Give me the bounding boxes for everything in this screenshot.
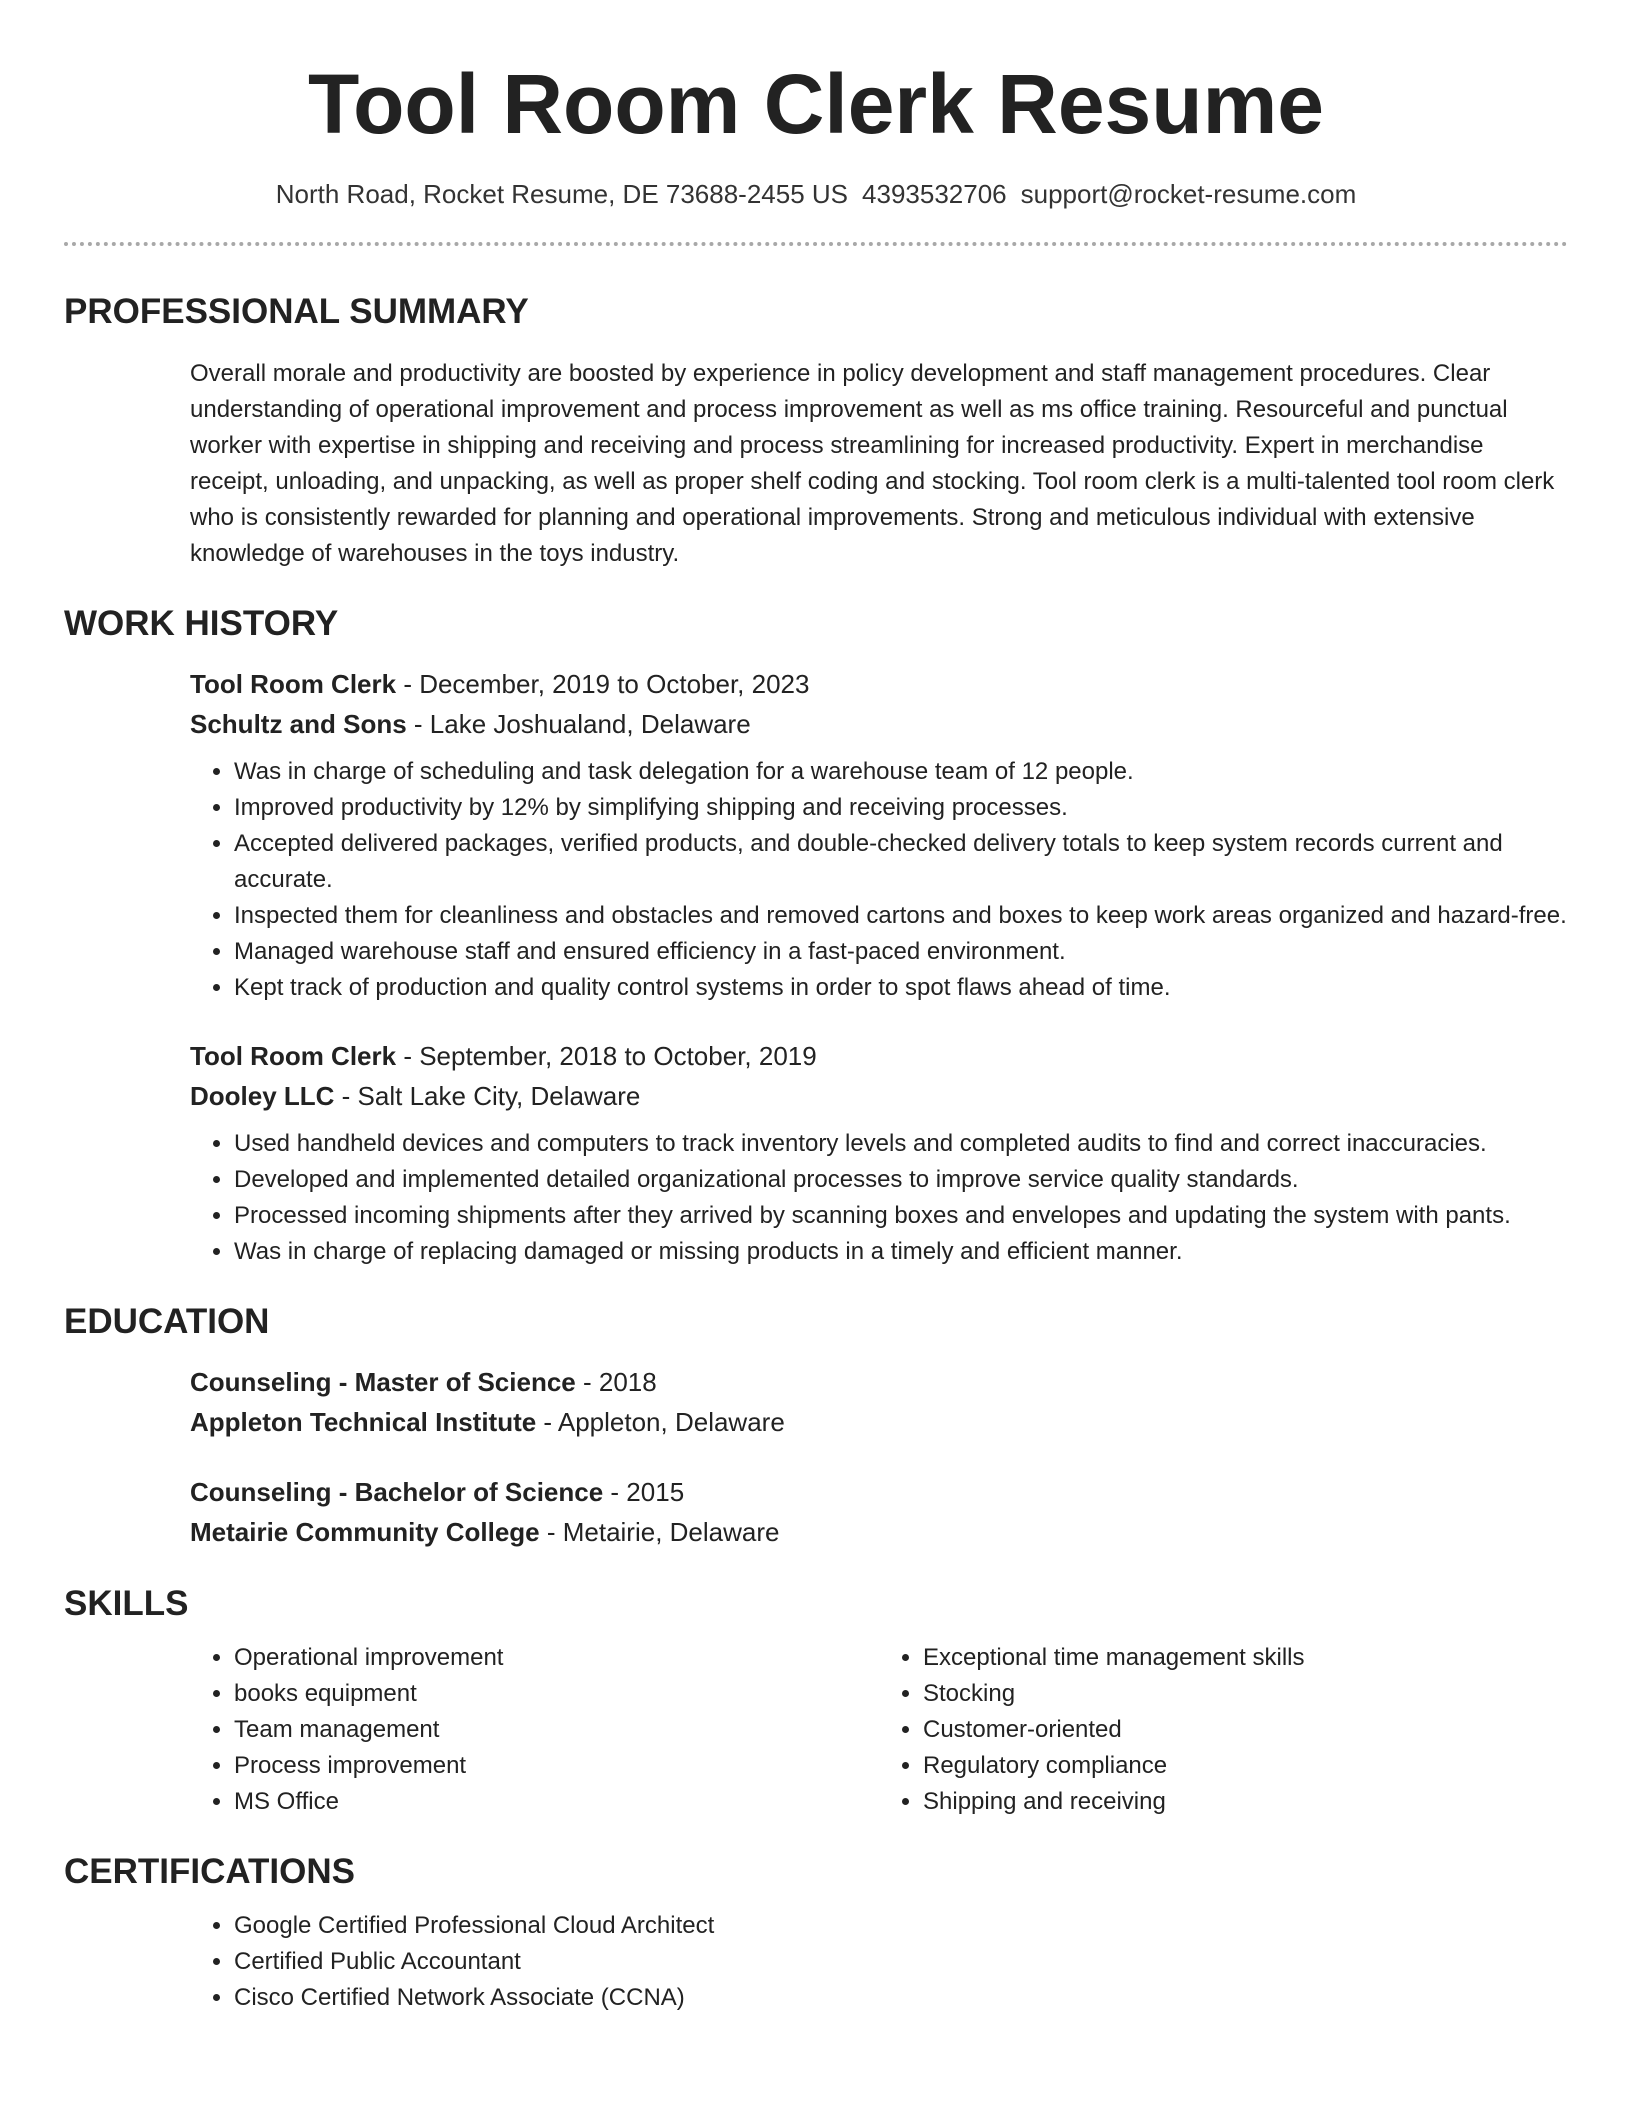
certifications-section	[64, 1850, 1568, 2016]
job-entry	[190, 1036, 1568, 1270]
job-bullet: • Kept track of production and quality control systems in order to spot flaws ahead of time.	[234, 970, 1568, 1006]
school-location: - Metairie, Delaware	[539, 1517, 780, 1547]
job-bullet: • Developed and implemented detailed organizational processes to improve service quality standards.	[234, 1162, 1568, 1198]
job-title-line	[190, 664, 1568, 704]
work-history-heading: WORK HISTORY	[64, 604, 339, 643]
degree-line	[190, 1362, 1568, 1402]
skill-item: • Operational improvement	[234, 1640, 879, 1676]
skill-item: • Stocking	[923, 1676, 1568, 1712]
job-bullet: • Improved productivity by 12% by simplifying shipping and receiving processes.	[234, 790, 1568, 826]
skills-grid	[190, 1640, 1568, 1820]
job-company: Schultz and Sons	[190, 709, 407, 739]
degree-line	[190, 1472, 1568, 1512]
contact-phone: 4393532706	[862, 179, 1007, 209]
school-line	[190, 1512, 1568, 1552]
skill-item: • Team management	[234, 1712, 879, 1748]
skill-item: • Shipping and receiving	[923, 1784, 1568, 1820]
job-entry	[190, 664, 1568, 1006]
school-location: - Appleton, Delaware	[536, 1407, 785, 1437]
summary-section	[64, 290, 1568, 572]
contact-address: North Road, Rocket Resume, DE 73688-2455 US	[275, 179, 849, 209]
job-bullet: • Accepted delivered packages, verified products, and double-checked delivery totals to keep system records current and accurate.	[234, 826, 1568, 898]
skills-column-right	[879, 1640, 1568, 1820]
degree-year: - 2015	[603, 1477, 685, 1507]
skill-item: • Process improvement	[234, 1748, 879, 1784]
skill-item: • Exceptional time management skills	[923, 1640, 1568, 1676]
work-history-section	[64, 602, 1568, 1270]
contact-email: support@rocket-resume.com	[1020, 179, 1357, 209]
certification-item: • Certified Public Accountant	[234, 1944, 1568, 1980]
education-heading: EDUCATION	[64, 1302, 270, 1341]
education-entry	[190, 1472, 1568, 1552]
job-bullet: • Was in charge of replacing damaged or missing products in a timely and efficient manner.	[234, 1234, 1568, 1270]
job-title: Tool Room Clerk	[190, 669, 397, 699]
job-bullet: • Processed incoming shipments after they arrived by scanning boxes and envelopes and updating the system with pants.	[234, 1198, 1568, 1234]
header-divider	[64, 242, 1568, 246]
job-company: Dooley LLC	[190, 1081, 335, 1111]
certifications-heading: CERTIFICATIONS	[64, 1852, 356, 1891]
summary-heading: PROFESSIONAL SUMMARY	[64, 292, 529, 331]
education-section	[64, 1300, 1568, 1552]
job-location: - Lake Joshualand, Delaware	[406, 709, 751, 739]
job-location: - Salt Lake City, Delaware	[334, 1081, 641, 1111]
job-bullets	[190, 754, 1568, 1006]
skill-item: • MS Office	[234, 1784, 879, 1820]
skill-item: • books equipment	[234, 1676, 879, 1712]
contact-line	[64, 176, 1568, 212]
job-bullet: • Managed warehouse staff and ensured efficiency in a fast-paced environment.	[234, 934, 1568, 970]
degree: Counseling - Master of Science	[190, 1367, 576, 1397]
skills-column-left	[190, 1640, 879, 1820]
skill-item: • Regulatory compliance	[923, 1748, 1568, 1784]
skill-item: • Customer-oriented	[923, 1712, 1568, 1748]
certification-item: • Cisco Certified Network Associate (CCNA)	[234, 1980, 1568, 2016]
job-company-line	[190, 1076, 1568, 1116]
job-dates: - September, 2018 to October, 2019	[396, 1041, 817, 1071]
school: Metairie Community College	[190, 1517, 540, 1547]
school: Appleton Technical Institute	[190, 1407, 537, 1437]
resume-title: Tool Room Clerk Resume	[308, 57, 1324, 151]
summary-text: Overall morale and productivity are boosted by experience in policy development and staff management procedures. Clear understanding of operational improvement and process improvement as well as ms office training. Resourceful and punctual worker with expertise in shipping and receiving and process streamlining for increased productivity. Expert in merchandise receipt, unloading, and unpacking, as well as proper shelf coding and stocking. Tool room clerk is a multi-talented tool room clerk who is consistently rewarded for planning and operational improvements. Strong and meticulous individual with extensive knowledge of warehouses in the toys industry.	[190, 360, 1555, 567]
job-bullet: • Inspected them for cleanliness and obstacles and removed cartons and boxes to keep work areas organized and hazard-free.	[234, 898, 1568, 934]
skills-section	[64, 1582, 1568, 1820]
job-company-line	[190, 704, 1568, 744]
job-dates: - December, 2019 to October, 2023	[396, 669, 810, 699]
education-entry	[190, 1362, 1568, 1442]
certifications-list	[190, 1908, 1568, 2016]
job-bullets	[190, 1126, 1568, 1270]
job-title-line	[190, 1036, 1568, 1076]
degree-year: - 2018	[575, 1367, 657, 1397]
degree: Counseling - Bachelor of Science	[190, 1477, 604, 1507]
certification-item: • Google Certified Professional Cloud Architect	[234, 1908, 1568, 1944]
school-line	[190, 1402, 1568, 1442]
job-title: Tool Room Clerk	[190, 1041, 397, 1071]
job-bullet: • Was in charge of scheduling and task delegation for a warehouse team of 12 people.	[234, 754, 1568, 790]
job-bullet: • Used handheld devices and computers to track inventory levels and completed audits to find and correct inaccuracies.	[234, 1126, 1568, 1162]
skills-heading: SKILLS	[64, 1584, 189, 1623]
